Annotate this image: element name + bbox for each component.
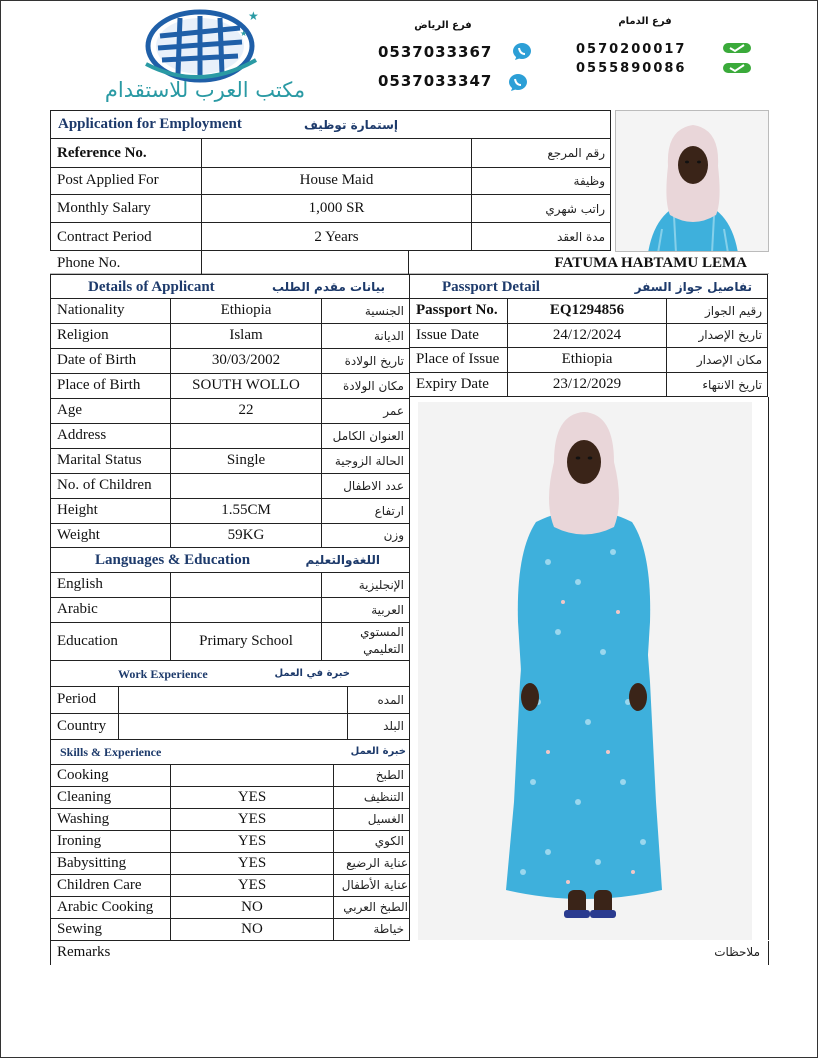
ironing-label-ar: الكوي bbox=[374, 834, 404, 848]
phone-label: Phone No. bbox=[57, 254, 121, 271]
expiry-date-label-ar: تاريخ الانتهاء bbox=[702, 377, 762, 392]
children-care-value[interactable]: YES bbox=[237, 876, 267, 893]
nationality-label-ar: الجنسية bbox=[364, 303, 404, 318]
arabic-cooking-label-ar: الطبخ العربي bbox=[343, 900, 408, 914]
place-issue-label-ar: مكان الإصدار bbox=[696, 352, 762, 367]
contract-value[interactable]: 2 Years bbox=[314, 228, 359, 245]
svg-text:★: ★ bbox=[240, 29, 248, 38]
passport-title-ar: تفاصيل جواز السفر bbox=[634, 280, 752, 294]
phone-icon bbox=[722, 61, 752, 75]
applicant-full-photo bbox=[418, 402, 752, 940]
riyadh-branch-label: فرع الرياض bbox=[414, 20, 472, 31]
weight-label: Weight bbox=[57, 526, 100, 543]
place-issue-label: Place of Issue bbox=[416, 351, 500, 367]
languages-title-en: Languages & Education bbox=[95, 552, 251, 568]
education-value[interactable]: Primary School bbox=[199, 632, 293, 649]
languages-table bbox=[50, 572, 410, 661]
place-issue-value[interactable]: Ethiopia bbox=[561, 351, 613, 367]
dammam-branch-label: فرع الدمام bbox=[618, 16, 672, 27]
children-value[interactable] bbox=[171, 473, 321, 498]
company-name-arabic: مكتب العرب للاستقدام bbox=[104, 78, 306, 102]
remarks-label: Remarks bbox=[57, 943, 111, 960]
english-label-ar: الإنجليزية bbox=[358, 577, 404, 592]
full-name: FATUMA HABTAMU LEMA bbox=[554, 255, 747, 271]
phone-icon bbox=[722, 41, 752, 55]
religion-label: Religion bbox=[57, 327, 109, 343]
age-value[interactable]: 22 bbox=[238, 402, 254, 418]
marital-label-ar: الحالة الزوجية bbox=[334, 453, 404, 468]
religion-value[interactable]: Islam bbox=[229, 327, 263, 343]
globe-logo-icon bbox=[60, 6, 350, 86]
washing-label: Washing bbox=[57, 810, 110, 827]
dob-label-ar: تاريخ الولادة bbox=[344, 353, 404, 368]
children-label: No. of Children bbox=[57, 477, 152, 493]
dob-value[interactable]: 30/03/2002 bbox=[211, 352, 281, 368]
country-label: Country bbox=[57, 717, 107, 734]
washing-label-ar: الغسيل bbox=[367, 812, 404, 826]
passport-table bbox=[409, 298, 768, 397]
education-label: Education bbox=[57, 632, 118, 649]
remarks-label-ar: ملاحظات bbox=[714, 945, 760, 959]
age-label-ar: عمر bbox=[383, 403, 404, 418]
country-label-ar: البلد bbox=[383, 719, 404, 733]
contract-label: Contract Period bbox=[57, 228, 152, 245]
form-title-en: Application for Employment bbox=[58, 116, 242, 132]
passport-no-label: Passport No. bbox=[416, 302, 498, 318]
reference-label: Reference No. bbox=[57, 144, 147, 161]
sewing-label: Sewing bbox=[57, 920, 102, 937]
form-title-ar: إستمارة توظيف bbox=[303, 117, 398, 132]
cleaning-label: Cleaning bbox=[57, 788, 112, 805]
weight-label-ar: وزن bbox=[383, 528, 404, 542]
pob-label: Place of Birth bbox=[57, 377, 141, 393]
nationality-label: Nationality bbox=[57, 302, 125, 318]
height-label: Height bbox=[57, 502, 98, 518]
babysitting-value[interactable]: YES bbox=[237, 854, 267, 871]
salary-value[interactable]: 1,000 SR bbox=[308, 200, 365, 216]
ironing-value[interactable]: YES bbox=[237, 832, 267, 849]
details-title-en: Details of Applicant bbox=[88, 279, 215, 295]
dammam-phone-1[interactable]: 0570200017 bbox=[576, 42, 687, 57]
passport-no-value[interactable]: EQ1294856 bbox=[549, 302, 625, 318]
period-label-ar: المده bbox=[377, 692, 404, 707]
arabic-value[interactable] bbox=[171, 597, 321, 622]
phone-value[interactable] bbox=[202, 252, 408, 274]
ironing-label: Ironing bbox=[57, 832, 102, 849]
babysitting-label: Babysitting bbox=[57, 854, 127, 871]
height-value[interactable]: 1.55CM bbox=[221, 502, 271, 518]
whatsapp-icon bbox=[508, 74, 528, 92]
applicant-portrait bbox=[615, 110, 769, 252]
issue-date-label-ar: تاريخ الإصدار bbox=[698, 328, 762, 342]
sewing-label-ar: خياطة bbox=[373, 922, 404, 936]
passport-title-en: Passport Detail bbox=[442, 279, 540, 295]
weight-value[interactable]: 59KG bbox=[227, 526, 265, 543]
address-value[interactable] bbox=[171, 423, 321, 448]
salary-label-ar: راتب شهري bbox=[545, 201, 605, 216]
post-value[interactable]: House Maid bbox=[299, 172, 374, 188]
cooking-value[interactable] bbox=[171, 764, 333, 786]
period-label: Period bbox=[57, 691, 97, 707]
reference-label-ar: رقم المرجع bbox=[547, 146, 605, 160]
children-care-label-ar: عناية الأطفال bbox=[341, 878, 408, 892]
dob-label: Date of Birth bbox=[57, 352, 137, 368]
applicant-table bbox=[50, 298, 410, 548]
height-label-ar: ارتفاع bbox=[374, 503, 404, 518]
riyadh-phone-2[interactable]: 0537033347 bbox=[378, 72, 493, 90]
cleaning-value[interactable]: YES bbox=[237, 788, 267, 805]
details-title-ar: بيانات مقدم الطلب bbox=[271, 280, 385, 294]
arabic-label: Arabic bbox=[57, 601, 98, 617]
passport-no-label-ar: رقيم الجواز bbox=[704, 303, 762, 318]
country-value[interactable] bbox=[119, 713, 347, 739]
contract-label-ar: مدة العقد bbox=[557, 230, 605, 244]
address-label: Address bbox=[57, 427, 107, 443]
work-title-ar: خبرة في العمل bbox=[274, 668, 350, 679]
issue-date-label: Issue Date bbox=[416, 326, 479, 343]
children-care-label: Children Care bbox=[57, 876, 142, 893]
english-label: English bbox=[57, 576, 103, 592]
marital-label: Marital Status bbox=[57, 452, 142, 468]
dammam-phone-2[interactable]: 0555890086 bbox=[576, 61, 687, 76]
skills-title-ar: خبرة العمل bbox=[350, 746, 406, 757]
riyadh-phone-1[interactable]: 0537033367 bbox=[378, 43, 493, 61]
post-label-ar: وظيفة bbox=[573, 173, 605, 188]
languages-title-ar: اللغةوالتعليم bbox=[305, 553, 380, 567]
cleaning-label-ar: التنظيف bbox=[363, 790, 404, 804]
address-label-ar: العنوان الكامل bbox=[332, 428, 404, 443]
age-label: Age bbox=[57, 402, 82, 418]
salary-label: Monthly Salary bbox=[57, 200, 151, 216]
washing-value[interactable]: YES bbox=[237, 810, 267, 827]
reference-value[interactable] bbox=[202, 139, 471, 167]
pob-label-ar: مكان الولادة bbox=[342, 378, 404, 393]
education-label-ar: المستوي التعليمي bbox=[360, 625, 404, 656]
marital-value[interactable]: Single bbox=[226, 452, 266, 468]
skills-table bbox=[50, 764, 410, 940]
arabic-cooking-label: Arabic Cooking bbox=[57, 898, 154, 915]
skills-title-en: Skills & Experience bbox=[60, 745, 162, 759]
english-value[interactable] bbox=[171, 572, 321, 597]
issue-date-value[interactable]: 24/12/2024 bbox=[552, 326, 622, 343]
post-label: Post Applied For bbox=[57, 172, 159, 188]
sewing-value[interactable]: NO bbox=[241, 920, 263, 937]
religion-label-ar: الديانة bbox=[373, 328, 404, 343]
top-form-rows bbox=[50, 139, 611, 251]
expiry-date-value[interactable]: 23/12/2029 bbox=[552, 376, 622, 392]
arabic-cooking-value[interactable]: NO bbox=[241, 898, 263, 915]
babysitting-label-ar: عناية الرضيع bbox=[346, 856, 408, 870]
cooking-label: Cooking bbox=[57, 766, 109, 783]
arabic-label-ar: العربية bbox=[371, 602, 404, 617]
cooking-label-ar: الطبخ bbox=[375, 768, 404, 782]
whatsapp-icon bbox=[512, 43, 532, 61]
expiry-date-label: Expiry Date bbox=[416, 376, 489, 392]
work-title-en: Work Experience bbox=[118, 667, 208, 681]
svg-text:★: ★ bbox=[248, 9, 259, 23]
pob-value[interactable]: SOUTH WOLLO bbox=[192, 377, 300, 393]
work-table bbox=[50, 686, 410, 740]
company-logo bbox=[60, 6, 350, 106]
children-label-ar: عدد الاطفال bbox=[343, 478, 404, 493]
period-value[interactable] bbox=[119, 686, 347, 713]
nationality-value[interactable]: Ethiopia bbox=[220, 302, 272, 318]
